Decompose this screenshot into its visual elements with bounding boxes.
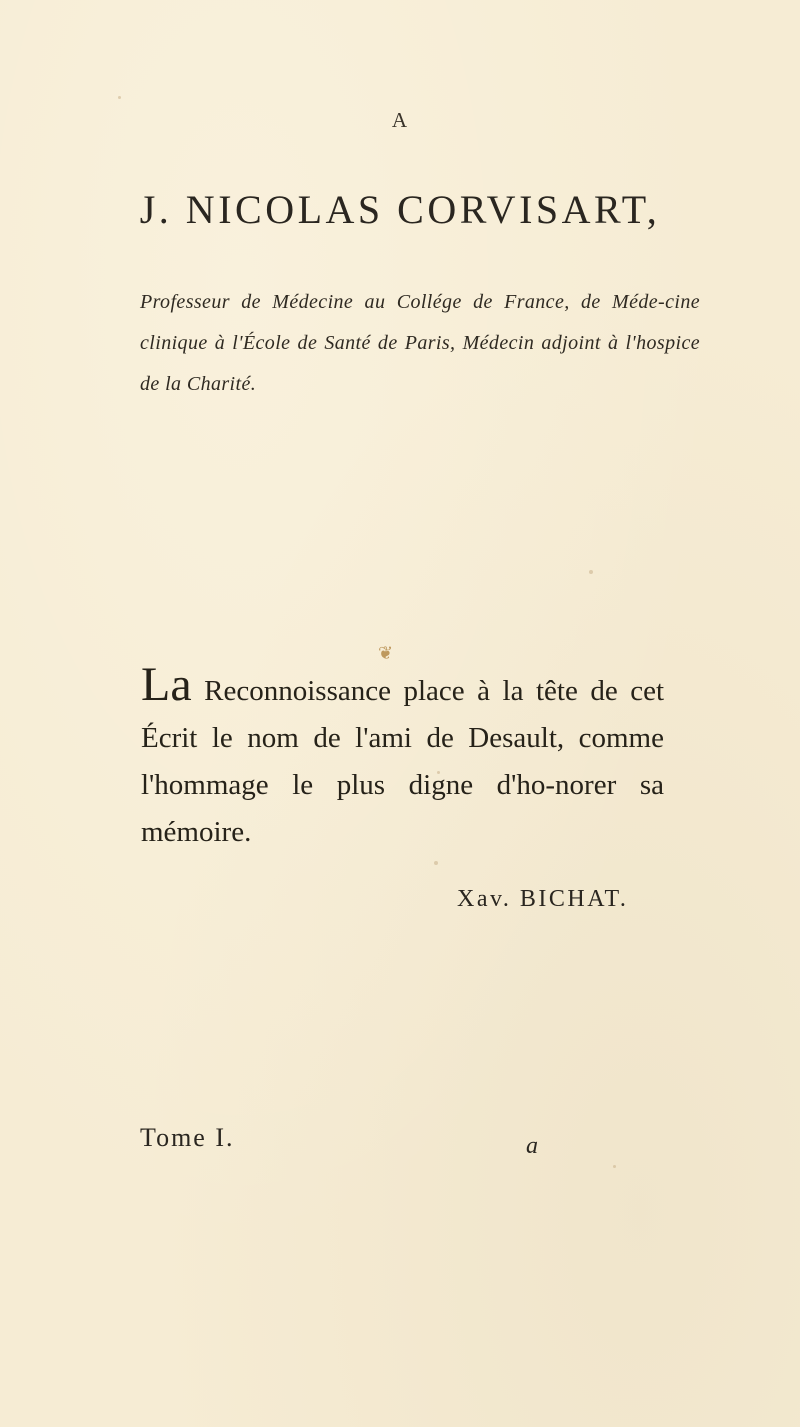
dedicatee-titles: Professeur de Médecine au Collége de France, de Méde-cine clinique à l'École de Santé de Paris, Médecin adjoint à l'hospice de la Charité.	[140, 291, 700, 395]
signature-mark: a	[526, 1133, 538, 1159]
paper-speck	[118, 96, 121, 99]
paragraph-text: Reconnoissance place à la tête de cet Écrit le nom de l'ami de Desault, comme l'hommage le plus digne d'ho-norer sa mémoire.	[141, 675, 664, 848]
paper-speck	[589, 570, 593, 574]
volume-label: Tome I.	[140, 1123, 235, 1152]
paper-speck	[434, 861, 438, 865]
author-signature: Xav. BICHAT.	[457, 886, 629, 912]
dedicatee-name: J. NICOLAS CORVISART,	[139, 187, 661, 232]
dedication-to: A	[391, 108, 409, 132]
ornament-icon: ❦	[378, 643, 394, 663]
drop-cap: La	[141, 658, 192, 711]
paper-speck	[613, 1165, 616, 1168]
dedication-paragraph	[141, 658, 664, 856]
